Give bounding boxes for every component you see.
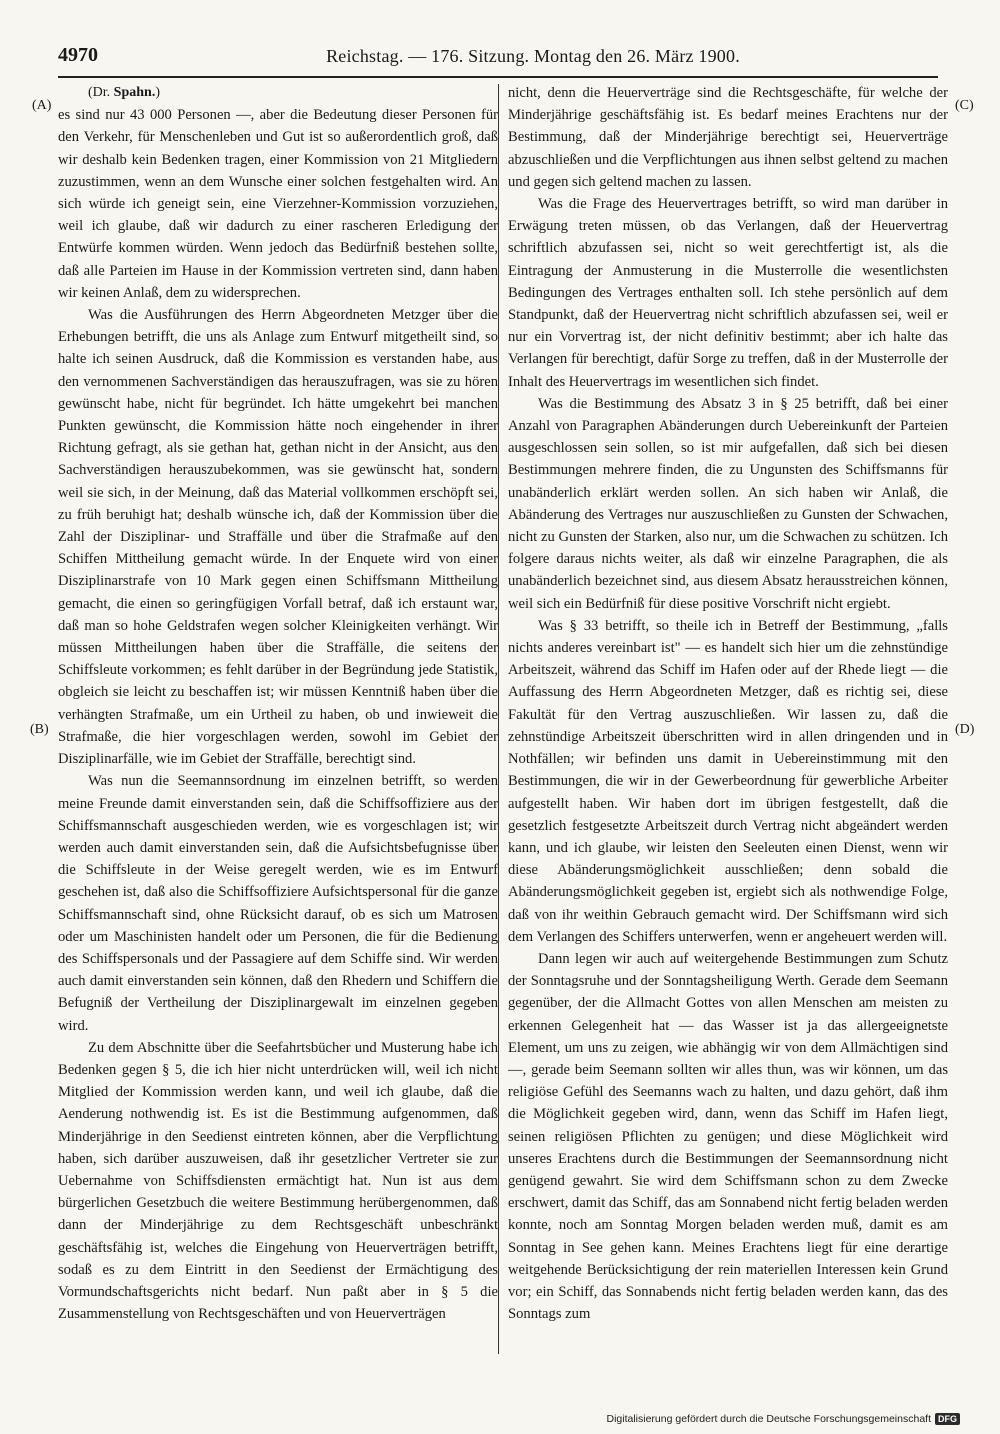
paragraph: Dann legen wir auch auf weitergehende Bestimmungen zum Schutz der Sonntagsruhe und der Sonntagsheiligung Werth. Gerade dem Seemann gegenüber, der die Allmacht Gottes von allen Menschen am meisten zu erkennen Gelegenheit hat — das Wasser ist ja das allergeeignetste Element, um uns zu zeigen, wie abhängig wir von dem Allmächtigen sind —, gerade beim Seemann sollten wir alles thun, was wir können, um das religiöse Gefühl des Seemanns wach zu halten, und dazu gehört, daß ihm die Möglichkeit gegeben wird, dann, wenn das Schiff im Hafen liegt, seinen religiösen Pflichten zu genügen; und diese Möglichkeit wird unseres Erachtens durch die Bestimmungen der Seemannsordnung nicht genügend gewahrt. Sie wird dem Schiffsmann schon zu dem Zwecke erschwert, damit das Schiff, das am Sonnabend nicht fertig beladen werden konnte, noch am Sonntag Morgen beladen werden muß, damit es am Sonntag in See gehen kann. Meines Erachtens liegt für eine derartige weitgehende Berücksichtigung der rein materiellen Interessen kein Grund vor; ein Schiff, das Sonnabends nicht fertig beladen werden kann, das des Sonntags zum	[508, 950, 948, 1323]
margin-marker-b: (B)	[30, 722, 49, 737]
speaker-prefix: (Dr.	[88, 85, 114, 100]
margin-marker-c: (C)	[955, 98, 974, 113]
page-header	[58, 44, 930, 74]
paragraph: Was die Bestimmung des Absatz 3 in § 25 betrifft, daß bei einer Anzahl von Paragraphen Abänderungen durch Uebereinkunft der Parteien ausgeschlossen sein sollen, so ist mir aufgefallen, daß sich bei diesen Bestimmungen mehrere finden, die zu Ungunsten des Schiffsmanns für unabänderlich erklärt werden sollen. An sich haben wir Anlaß, die Abänderung des Vertrages nur auszuschließen zu Gunsten der Schwachen, nicht zu Gunsten der Starken, also nur, um die Schwachen zu schützen. Ich folgere daraus nichts weiter, als daß wir einzelne Paragraphen, die als unabänderlich bezeichnet sind, aus diesem Absatz herausstreichen können, weil sich ein Bedürfniß für diese positive Vorschrift nicht ergiebt.	[508, 395, 948, 612]
column-divider	[498, 84, 499, 1354]
page-number: 4970	[58, 44, 98, 66]
paragraph: Was § 33 betrifft, so theile ich in Betreff der Bestimmung, „falls nichts anderes vereinbart ist" — es handelt sich hier um die zehnstündige Arbeitszeit, während das Schiff im Hafen oder auf der Rhede liegt — die Auffassung des Herrn Abgeordneten Metzger, daß es richtig sei, diese Fakultät für den Vertrag auszuschließen. Wir lassen zu, daß die zehnstündige Arbeitszeit überschritten wird in allen dringenden und in Nothfällen; wir befinden uns damit in Uebereinstimmung mit den Bestimmungen, die wir in der Gewerbeordnung für gewerbliche Arbeiter aufgestellt haben. Wir haben dort im übrigen festgestellt, daß die gesetzlich festgesetzte Arbeitszeit durch Vertrag nicht abgeändert werden kann, und ich glaube, wir leisten den Seeleuten einen Dienst, wenn wir diese Abänderungsmöglichkeit ausschließen; denn sobald die Abänderungsmöglichkeit gegeben ist, ergiebt sich als nothwendige Folge, daß von ihr weithin Gebrauch gemacht wird. Der Schiffsmann wird sich dem Verlangen des Schiffers unterwerfen, wenn er angeheuert werden will.	[508, 617, 948, 945]
paragraph: Was die Frage des Heuervertrages betrifft, so wird man darüber in Erwägung treten müssen, ob das Verlangen, daß der Heuervertrag schriftlich abzufassen sei, nicht so weit gerechtfertigt ist, als die Eintragung der Anmusterung in die Musterrolle die wesentlichsten Bedingungen des Vertrages enthalten soll. Ich stehe persönlich auf dem Standpunkt, daß der Heuervertrag nicht schriftlich abzufassen sei, weil er nur ein Vorvertrag ist, der nicht definitiv bestimmt; aber ich halte das Verlangen für berechtigt, dafür Sorge zu treffen, daß in der Musterrolle der Inhalt des Heuervertrags im wesentlichen sich findet.	[508, 196, 948, 390]
paragraph: Was nun die Seemannsordnung im einzelnen betrifft, so werden meine Freunde damit einverstanden sein, daß die Schiffsoffiziere aus der Schiffsmannschaft ausgeschieden werden, wie es vorgeschlagen ist; wir werden auch damit einverstanden sein, daß die Aufsichtsbefugnisse über die Schiffsleute in der Weise geregelt werden, wie es im Entwurf geschehen ist, daß also die Schiffsoffiziere Aufsichtspersonal für die ganze Schiffsmannschaft sind, ohne Rücksicht darauf, ob es sich um Matrosen oder um Maschinisten handelt oder um Personen, die für die Bedienung des Schiffspersonals und der Passagiere auf dem Schiffe sind. Wir werden auch damit einverstanden sein können, daß den Rhedern und Schiffern die Befugniß der Vertheilung der Disziplinargewalt im einzelnen gegeben wird.	[58, 773, 498, 1034]
speaker-name: Spahn.	[113, 85, 156, 100]
margin-marker-d: (D)	[955, 722, 975, 737]
left-column	[58, 82, 498, 1325]
credit-text: Digitalisierung gefördert durch die Deutsche Forschungsgemeinschaft	[606, 1413, 931, 1425]
dfg-logo: DFG	[935, 1413, 960, 1425]
speaker-attribution	[58, 82, 498, 104]
paragraph: es sind nur 43 000 Personen —, aber die Bedeutung dieser Personen für den Verkehr, für Menschenleben und Gut ist so außerordentlich groß, daß wir deshalb kein Bedenken tragen, einer Kommission von 21 Mitgliedern zuzustimmen, wenn an dem Wunsche einer solchen festgehalten wird. An sich würde ich geneigt sein, eine Vierzehner-Kommission vorzuziehen, weil ich glaube, daß wir dadurch zu einer rascheren Erledigung der Entwürfe kommen würden. Wenn jedoch das Bedürfniß bestehen sollte, daß alle Parteien im Hause in der Kommission vertreten sind, dann haben wir keinen Anlaß, dem zu widersprechen.	[58, 107, 498, 301]
paragraph: Zu dem Abschnitte über die Seefahrtsbücher und Musterung habe ich Bedenken gegen § 5, die ich hier nicht unterdrücken will, weil ich nicht Mitglied der Kommission werden kann, und weil ich glaube, daß die Aenderung nothwendig ist. Es ist die Bestimmung aufgenommen, daß Minderjährige in den Seedienst eintreten können, aber die Verpflichtung haben, sich darüber auszuweisen, daß ihr gesetzlicher Vertreter sie zur Uebernahme von Schiffsdiensten ermächtigt hat. Nun ist aus dem bürgerlichen Gesetzbuch die weitere Bestimmung herübergenommen, daß dann der Minderjährige zu dem Rechtsgeschäft unbeschränkt geschäftsfähig ist, welches die Eingehung von Heuerverträgen betrifft, sodaß es zu dem Eintritt in den Seedienst der Ermächtigung des Vormundschaftsgerichts nicht bedarf. Nun paßt aber in § 5 die Zusammenstellung von Rechtsgeschäften und von Heuerverträgen	[58, 1039, 498, 1323]
right-column	[508, 82, 948, 1325]
header-rule	[58, 76, 938, 78]
paragraph: nicht, denn die Heuerverträge sind die Rechtsgeschäfte, für welche der Minderjährige geschäftsfähig ist. Es bedarf meines Erachtens nur der Bestimmung, daß der Minderjährige berechtigt sei, Heuerverträge abzuschließen und die Verpflichtungen aus ihnen selbst geltend zu machen und gegen sich geltend machen zu lassen.	[508, 85, 948, 190]
paragraph: Was die Ausführungen des Herrn Abgeordneten Metzger über die Erhebungen betrifft, die uns als Anlage zum Entwurf mitgetheilt sind, so halte ich seinen Ausdruck, daß die Kommission es verstanden habe, aus den vernommenen Sachverständigen das herauszufragen, was sie zu hören gewünscht habe, nicht für begründet. Ich hätte umgekehrt bei manchen Punkten gewünscht, die Kommission hätte noch eingehender in ihrer Richtung gefragt, als sie gethan hat, gethan nicht in der Ansicht, aus den Sachverständigen herauszubekommen, was sie gewünscht hat, sondern weil sie sich, in der Meinung, daß das Material vollkommen erschöpft sei, zu früh beruhigt hat; deshalb wünsche ich, daß der Kommission über die Zahl der Disziplinar- und Straffälle und über die Strafmaße auf den Schiffen Mittheilung gemacht würde. In der Enquete wird von einer Disziplinarstrafe von 10 Mark gegen einen Schiffsmann Mittheilung gemacht, die einen so geringfügigen Vorfall betraf, daß ich erstaunt war, daß man so hohe Geldstrafen wegen solcher Kleinigkeiten verhängt. Wir müssen Mittheilungen haben über die Straffälle, die seitens der Schiffsleute vorkommen; es fehlt darüber in der Begründung jede Statistik, obgleich sie leicht zu beschaffen ist; wir müssen Kenntniß haben über die verhängten Strafmaße, um ein Urtheil zu haben, ob und inwieweit die Strafmaße, die hier vorgeschlagen werden, sowohl im Gebiet der Disziplinarfälle, wie im Gebiet der Straffälle, berechtigt sind.	[58, 307, 498, 768]
digitization-credit	[606, 1413, 960, 1425]
speaker-suffix: )	[155, 85, 160, 100]
margin-marker-a: (A)	[32, 98, 52, 113]
running-title: Reichstag. — 176. Sitzung. Montag den 26. März 1900.	[326, 46, 740, 66]
